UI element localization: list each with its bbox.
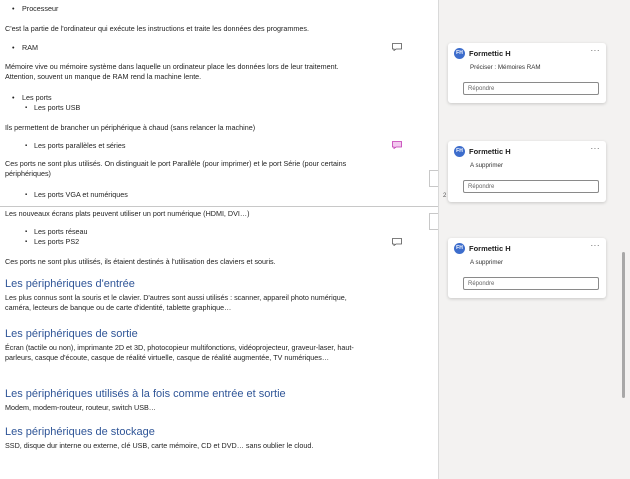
- heading: Les périphériques de sortie: [5, 328, 138, 340]
- comment-author: Formettic H: [469, 244, 511, 253]
- comment-text: A supprimer: [470, 162, 504, 169]
- list-item: • Les ports: [22, 93, 52, 103]
- paragraph: Mémoire vive ou mémoire système dans laquelle un ordinateur place les données lors de leur traitement. Attention, souvent un manque de RAM rend la machine lente.: [5, 62, 339, 81]
- paragraph: Ils permettent de brancher un périphérique à chaud (sans relancer la machine): [5, 123, 256, 132]
- page-margin-marker: [429, 213, 438, 230]
- reply-input[interactable]: Répondre: [463, 82, 599, 95]
- list-item: ▪ Les ports PS2: [34, 237, 79, 247]
- comment-icon[interactable]: [392, 43, 402, 51]
- comment-author: Formettic H: [469, 49, 511, 58]
- page-break: [0, 206, 438, 207]
- more-options-icon[interactable]: ···: [590, 144, 600, 153]
- reply-input[interactable]: Répondre: [463, 180, 599, 193]
- list-item: • Processeur: [22, 4, 58, 14]
- list-item: ▪ Les ports VGA et numériques: [34, 190, 128, 200]
- comment-icon[interactable]: [392, 238, 402, 246]
- avatar: FH: [454, 48, 465, 59]
- more-options-icon[interactable]: ···: [590, 241, 600, 250]
- paragraph: SSD, disque dur interne ou externe, clé USB, carte mémoire, CD et DVD… sans oublier le cloud.: [5, 441, 314, 450]
- more-options-icon[interactable]: ···: [590, 46, 600, 55]
- list-item: • RAM: [22, 43, 38, 53]
- comment-author: Formettic H: [469, 147, 511, 156]
- paragraph: Les plus connus sont la souris et le clavier. D'autres sont aussi utilisés : scanner, appareil photo numérique, caméra, lecteurs de banque ou de carte d'identité, tablette graphique…: [5, 293, 347, 312]
- heading: Les périphériques d'entrée: [5, 278, 135, 290]
- paragraph: Ces ports ne sont plus utilisés, ils étaient destinés à l'utilisation des claviers et souris.: [5, 257, 276, 266]
- paragraph: Les nouveaux écrans plats peuvent utiliser un port numérique (HDMI, DVI…): [5, 209, 250, 218]
- comment-text: A supprimer: [470, 259, 504, 266]
- heading: Les périphériques de stockage: [5, 426, 155, 438]
- avatar: FH: [454, 146, 465, 157]
- heading: Les périphériques utilisés à la fois comme entrée et sortie: [5, 388, 286, 400]
- comment-card[interactable]: [448, 43, 606, 103]
- paragraph: Modem, modem-routeur, routeur, switch USB…: [5, 403, 156, 412]
- comment-card[interactable]: [448, 141, 606, 202]
- avatar: FH: [454, 243, 465, 254]
- list-item: ▪ Les ports réseau: [34, 227, 88, 237]
- page-margin-marker: [429, 170, 438, 187]
- paragraph: C'est la partie de l'ordinateur qui exécute les instructions et traite les données des programmes.: [5, 24, 309, 33]
- comment-card[interactable]: [448, 238, 606, 298]
- reply-input[interactable]: Répondre: [463, 277, 599, 290]
- list-item: ▪ Les ports USB: [34, 103, 80, 113]
- vertical-scrollbar[interactable]: [622, 252, 625, 398]
- paragraph: Écran (tactile ou non), imprimante 2D et 3D, photocopieur multifonctions, vidéoprojecteur, graveur-laser, haut-parleurs, casque d'écoute, casque de réalité virtuelle, casque de réalité augmentée, TV numériques…: [5, 343, 354, 362]
- list-item: ▪ Les ports parallèles et séries: [34, 141, 126, 151]
- comment-text: Préciser : Mémoires RAM: [470, 64, 541, 71]
- page-number: 2: [443, 193, 447, 199]
- paragraph: Ces ports ne sont plus utilisés. On distinguait le port Parallèle (pour imprimer) et le port Série (pour certains périphériques): [5, 159, 347, 178]
- comment-icon-active[interactable]: [392, 141, 402, 149]
